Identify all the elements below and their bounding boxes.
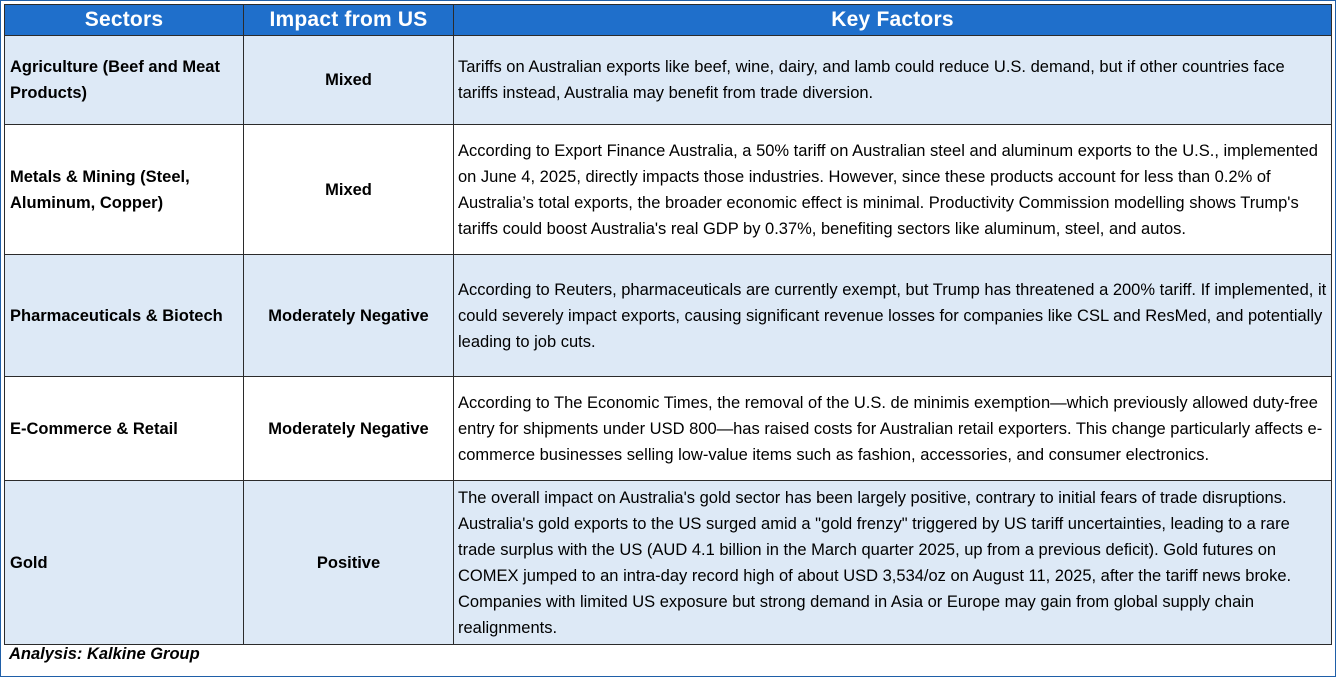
table-header-row: [5, 5, 1332, 36]
impact-cell: Positive: [244, 481, 454, 645]
key-factors-cell: According to Export Finance Australia, a 50% tariff on Australian steel and aluminum exports to the U.S., implemented on June 4, 2025, directly impacts those industries. However, since these products account for less than 0.2% of Australia’s total exports, the broader economic effect is minimal. Productivity Commission modelling shows Trump's tariffs could boost Australia's real GDP by 0.37%, benefiting sectors like aluminum, steel, and autos.: [454, 125, 1332, 255]
key-factors-cell: According to Reuters, pharmaceuticals are currently exempt, but Trump has threatened a 200% tariff. If implemented, it could severely impact exports, causing significant revenue losses for companies like CSL and ResMed, and potentially leading to job cuts.: [454, 255, 1332, 377]
impact-cell: Mixed: [244, 36, 454, 125]
sector-cell: Metals & Mining (Steel, Aluminum, Copper): [5, 125, 244, 255]
table-row: [5, 481, 1332, 645]
sector-cell: E-Commerce & Retail: [5, 377, 244, 481]
key-factors-cell: Tariffs on Australian exports like beef, wine, dairy, and lamb could reduce U.S. demand, but if other countries face tariffs instead, Australia may benefit from trade diversion.: [454, 36, 1332, 125]
key-factors-cell: According to The Economic Times, the removal of the U.S. de minimis exemption—which previously allowed duty-free entry for shipments under USD 800—has raised costs for Australian retail exporters. This change particularly affects e-commerce businesses selling low-value items such as fashion, accessories, and consumer electronics.: [454, 377, 1332, 481]
sector-cell: Gold: [5, 481, 244, 645]
impact-cell: Moderately Negative: [244, 255, 454, 377]
impact-cell: Moderately Negative: [244, 377, 454, 481]
key-factors-cell: The overall impact on Australia's gold sector has been largely positive, contrary to initial fears of trade disruptions. Australia's gold exports to the US surged amid a "gold frenzy" triggered by US tariff uncertainties, leading to a rare trade surplus with the US (AUD 4.1 billion in the March quarter 2025, up from a previous deficit). Gold futures on COMEX jumped to an intra-day record high of about USD 3,534/oz on August 11, 2025, after the tariff news broke. Companies with limited US exposure but strong demand in Asia or Europe may gain from global supply chain realignments.: [454, 481, 1332, 645]
table-row: [5, 377, 1332, 481]
sector-impact-table: [4, 4, 1332, 645]
header-key-factors: Key Factors: [454, 5, 1332, 36]
header-sectors: Sectors: [5, 5, 244, 36]
sector-cell: Agriculture (Beef and Meat Products): [5, 36, 244, 125]
sector-cell: Pharmaceuticals & Biotech: [5, 255, 244, 377]
table-row: [5, 125, 1332, 255]
header-impact: Impact from US: [244, 5, 454, 36]
analysis-source-note: Analysis: Kalkine Group: [9, 645, 200, 663]
impact-cell: Mixed: [244, 125, 454, 255]
table-row: [5, 255, 1332, 377]
table-row: [5, 36, 1332, 125]
